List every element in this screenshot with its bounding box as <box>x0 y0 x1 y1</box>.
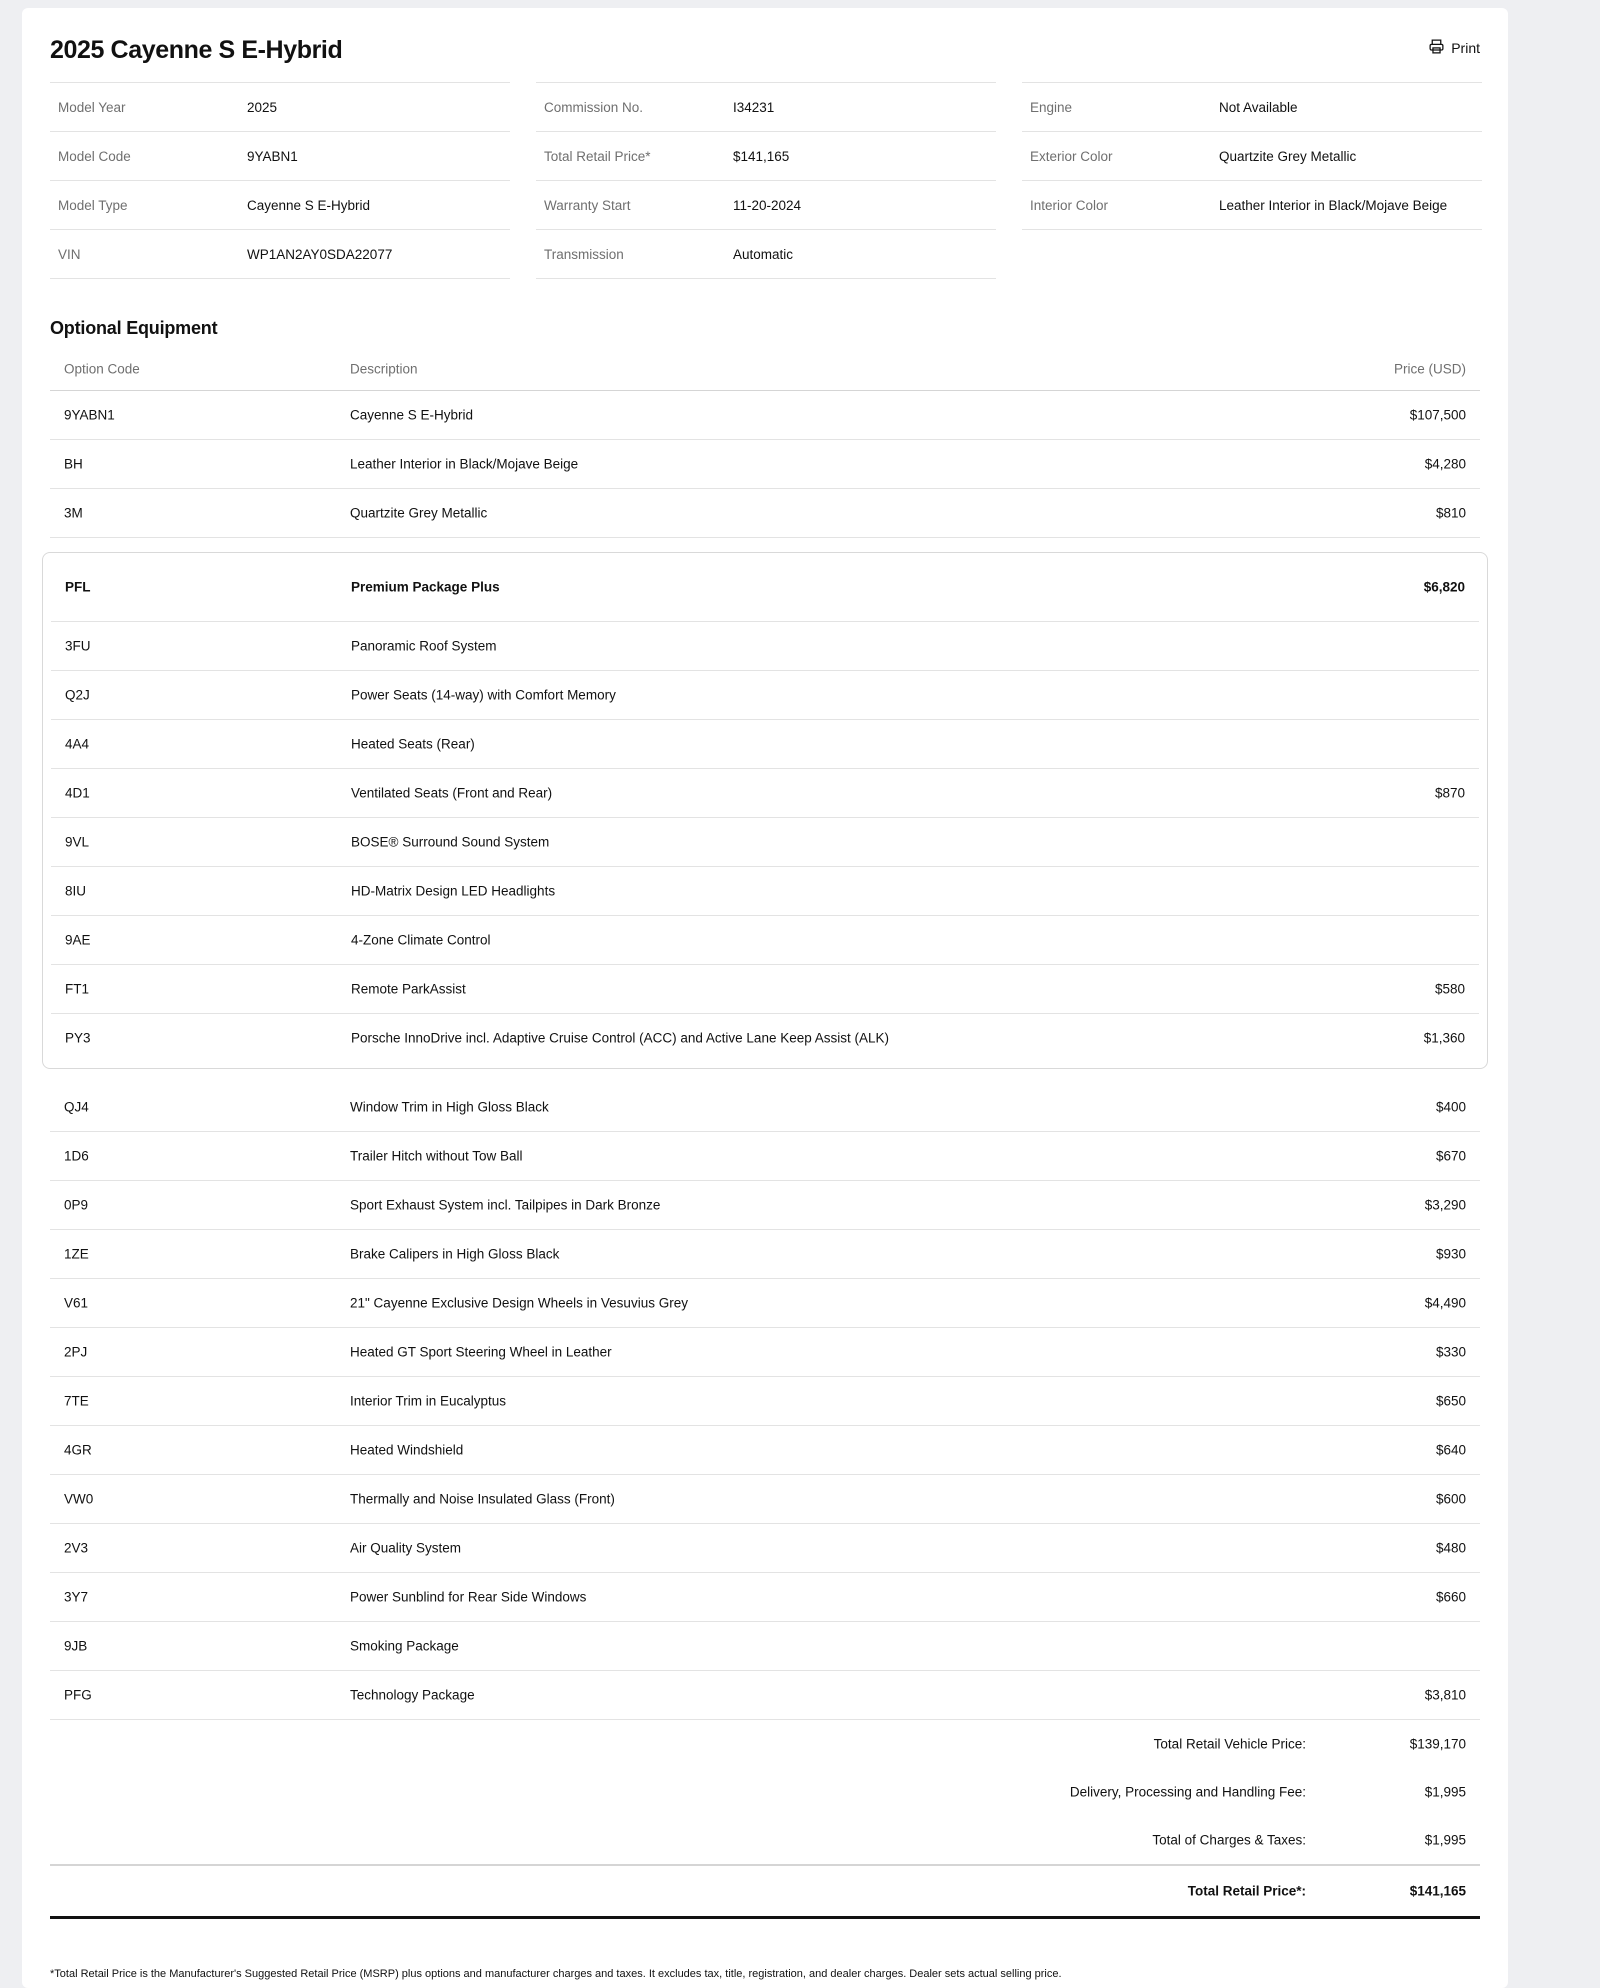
option-description: Smoking Package <box>350 1638 459 1654</box>
info-value: 11-20-2024 <box>733 198 802 213</box>
header-description: Description <box>350 361 418 377</box>
option-code: 3FU <box>65 638 91 654</box>
info-column <box>50 82 510 279</box>
option-price: $670 <box>1435 1148 1466 1164</box>
option-description: Window Trim in High Gloss Black <box>350 1099 549 1115</box>
option-code: FT1 <box>65 981 90 997</box>
table-row <box>50 1377 1480 1426</box>
option-description: HD-Matrix Design LED Headlights <box>351 883 556 899</box>
total-label: Total of Charges & Taxes: <box>1152 1832 1306 1848</box>
premium-package-group <box>42 552 1488 1069</box>
info-label: Total Retail Price* <box>544 149 651 164</box>
option-code: PY3 <box>65 1030 91 1046</box>
option-description: Air Quality System <box>350 1540 462 1556</box>
table-row <box>51 965 1479 1014</box>
option-price: $107,500 <box>1409 407 1466 423</box>
table-row <box>50 1132 1480 1181</box>
option-code: 2PJ <box>64 1344 88 1360</box>
info-row <box>50 229 510 279</box>
option-price: $640 <box>1435 1442 1466 1458</box>
info-row <box>536 131 996 180</box>
table-row <box>50 1328 1480 1377</box>
package-row <box>51 553 1479 622</box>
info-label: Interior Color <box>1030 198 1109 213</box>
info-label: Warranty Start <box>544 198 631 213</box>
option-description: Power Sunblind for Rear Side Windows <box>350 1589 587 1605</box>
option-code: 1D6 <box>64 1148 89 1164</box>
option-code: 9JB <box>64 1638 88 1654</box>
option-description: Remote ParkAssist <box>351 981 466 997</box>
optional-equipment-table <box>50 348 1480 1919</box>
option-description: Ventilated Seats (Front and Rear) <box>351 785 553 801</box>
info-row <box>1022 131 1482 180</box>
option-description: Interior Trim in Eucalyptus <box>350 1393 507 1409</box>
option-code: 3Y7 <box>64 1589 89 1605</box>
grand-total-value: $141,165 <box>1409 1883 1466 1899</box>
option-code: 1ZE <box>64 1246 89 1262</box>
info-value: Not Available <box>1219 100 1298 115</box>
option-code: QJ4 <box>64 1099 89 1115</box>
option-price: $810 <box>1435 505 1466 521</box>
info-label: Model Code <box>58 149 131 164</box>
print-label: Print <box>1451 40 1480 56</box>
info-label: Model Type <box>58 198 128 213</box>
vehicle-info-grid <box>50 82 1480 287</box>
header-option-code: Option Code <box>64 361 140 377</box>
page-title: 2025 Cayenne S E-Hybrid <box>50 36 343 64</box>
total-label: Delivery, Processing and Handling Fee: <box>1069 1784 1306 1800</box>
info-column <box>536 82 996 279</box>
option-code: 4D1 <box>65 785 90 801</box>
option-code: 9YABN1 <box>64 407 115 423</box>
info-row <box>1022 180 1482 230</box>
table-row <box>50 1083 1480 1132</box>
option-price: $580 <box>1434 981 1465 997</box>
totals-section <box>50 1720 1480 1864</box>
table-row <box>51 1014 1479 1062</box>
optional-equipment-title: Optional Equipment <box>50 318 218 338</box>
option-description: BOSE® Surround Sound System <box>351 834 550 850</box>
info-row <box>536 82 996 131</box>
option-code: VW0 <box>64 1491 94 1507</box>
info-row <box>1022 82 1482 131</box>
info-label: Engine <box>1030 100 1073 115</box>
table-row <box>51 671 1479 720</box>
header-price: Price (USD) <box>1393 361 1466 377</box>
option-description: Trailer Hitch without Tow Ball <box>350 1148 523 1164</box>
table-row <box>51 622 1479 671</box>
grand-total-label: Total Retail Price*: <box>1187 1883 1306 1899</box>
table-row <box>51 720 1479 769</box>
option-code: 0P9 <box>64 1197 89 1213</box>
print-button[interactable] <box>1428 38 1480 58</box>
info-value: Cayenne S E-Hybrid <box>247 198 371 213</box>
info-row <box>50 131 510 180</box>
option-price: $870 <box>1434 785 1465 801</box>
option-description: Sport Exhaust System incl. Tailpipes in Dark Bronze <box>350 1197 661 1213</box>
option-description: Thermally and Noise Insulated Glass (Front) <box>350 1491 615 1507</box>
package-description: Premium Package Plus <box>351 579 500 595</box>
option-description: 21" Cayenne Exclusive Design Wheels in Vesuvius Grey <box>350 1295 688 1311</box>
table-row <box>51 769 1479 818</box>
option-description: Porsche InnoDrive incl. Adaptive Cruise Control (ACC) and Active Lane Keep Assist (ALK) <box>351 1030 890 1046</box>
table-row <box>51 867 1479 916</box>
price-footnote: *Total Retail Price is the Manufacturer's Suggested Retail Price (MSRP) plus options and manufacturer charges and taxes. It excludes tax, title, registration, and dealer charges. Dealer sets actual selling price. <box>50 1968 1062 1980</box>
option-code: 8IU <box>65 883 87 899</box>
option-price: $4,280 <box>1424 456 1466 472</box>
option-description: Power Seats (14-way) with Comfort Memory <box>351 687 616 703</box>
total-row <box>50 1768 1480 1816</box>
total-row <box>50 1720 1480 1768</box>
option-code: Q2J <box>65 687 90 703</box>
info-value: $141,165 <box>733 149 790 164</box>
info-value: 9YABN1 <box>247 149 298 164</box>
info-label: Commission No. <box>544 100 644 115</box>
info-value: Leather Interior in Black/Mojave Beige <box>1219 198 1448 213</box>
package-code: PFL <box>65 579 91 595</box>
info-value: Automatic <box>733 247 794 262</box>
table-header <box>50 348 1480 391</box>
info-label: VIN <box>58 247 81 262</box>
vehicle-summary-card <box>22 8 1508 1988</box>
info-value: Quartzite Grey Metallic <box>1219 149 1357 164</box>
option-price: $330 <box>1435 1344 1466 1360</box>
option-description: Brake Calipers in High Gloss Black <box>350 1246 560 1262</box>
option-description: Technology Package <box>350 1687 475 1703</box>
table-row <box>50 391 1480 440</box>
total-label: Total Retail Vehicle Price: <box>1153 1736 1306 1752</box>
table-row <box>50 1181 1480 1230</box>
option-code: BH <box>64 456 83 472</box>
option-price: $930 <box>1435 1246 1466 1262</box>
info-label: Transmission <box>544 247 624 262</box>
table-row <box>50 1524 1480 1573</box>
option-description: Heated Seats (Rear) <box>351 736 475 752</box>
option-price: $3,810 <box>1424 1687 1466 1703</box>
info-value: 2025 <box>247 100 278 115</box>
info-label: Exterior Color <box>1030 149 1113 164</box>
table-row <box>50 1622 1480 1671</box>
table-row <box>50 440 1480 489</box>
option-code: PFG <box>64 1687 92 1703</box>
option-description: Leather Interior in Black/Mojave Beige <box>350 456 579 472</box>
option-description: 4-Zone Climate Control <box>351 932 491 948</box>
package-price: $6,820 <box>1423 579 1465 595</box>
option-code: 3M <box>64 505 83 521</box>
printer-icon <box>1428 38 1445 58</box>
total-value: $139,170 <box>1409 1736 1466 1752</box>
option-description: Heated GT Sport Steering Wheel in Leather <box>350 1344 612 1360</box>
option-code: 9AE <box>65 932 91 948</box>
option-price: $660 <box>1435 1589 1466 1605</box>
option-code: 2V3 <box>64 1540 89 1556</box>
grand-total-row <box>50 1864 1480 1919</box>
info-row <box>536 229 996 279</box>
info-row <box>536 180 996 229</box>
table-row <box>51 916 1479 965</box>
option-price: $600 <box>1435 1491 1466 1507</box>
option-price: $3,290 <box>1424 1197 1466 1213</box>
info-row <box>50 82 510 131</box>
info-label: Model Year <box>58 100 126 115</box>
table-row <box>50 1671 1480 1720</box>
info-value: I34231 <box>733 100 775 115</box>
option-price: $400 <box>1435 1099 1466 1115</box>
info-column <box>1022 82 1482 230</box>
option-code: V61 <box>64 1295 89 1311</box>
option-price: $1,360 <box>1423 1030 1465 1046</box>
option-price: $480 <box>1435 1540 1466 1556</box>
option-description: Quartzite Grey Metallic <box>350 505 488 521</box>
table-row <box>50 1279 1480 1328</box>
info-row <box>50 180 510 229</box>
table-row <box>50 489 1480 538</box>
total-value: $1,995 <box>1424 1832 1466 1848</box>
table-row <box>50 1573 1480 1622</box>
option-code: 4GR <box>64 1442 92 1458</box>
info-value: WP1AN2AY0SDA22077 <box>247 247 393 262</box>
option-code: 9VL <box>65 834 90 850</box>
option-description: Heated Windshield <box>350 1442 464 1458</box>
option-price: $650 <box>1435 1393 1466 1409</box>
total-row <box>50 1816 1480 1864</box>
option-description: Panoramic Roof System <box>351 638 497 654</box>
option-code: 7TE <box>64 1393 89 1409</box>
option-price: $4,490 <box>1424 1295 1466 1311</box>
table-row <box>50 1426 1480 1475</box>
option-code: 4A4 <box>65 736 90 752</box>
table-row <box>50 1475 1480 1524</box>
total-value: $1,995 <box>1424 1784 1466 1800</box>
table-row <box>50 1230 1480 1279</box>
table-row <box>51 818 1479 867</box>
option-description: Cayenne S E-Hybrid <box>350 407 474 423</box>
